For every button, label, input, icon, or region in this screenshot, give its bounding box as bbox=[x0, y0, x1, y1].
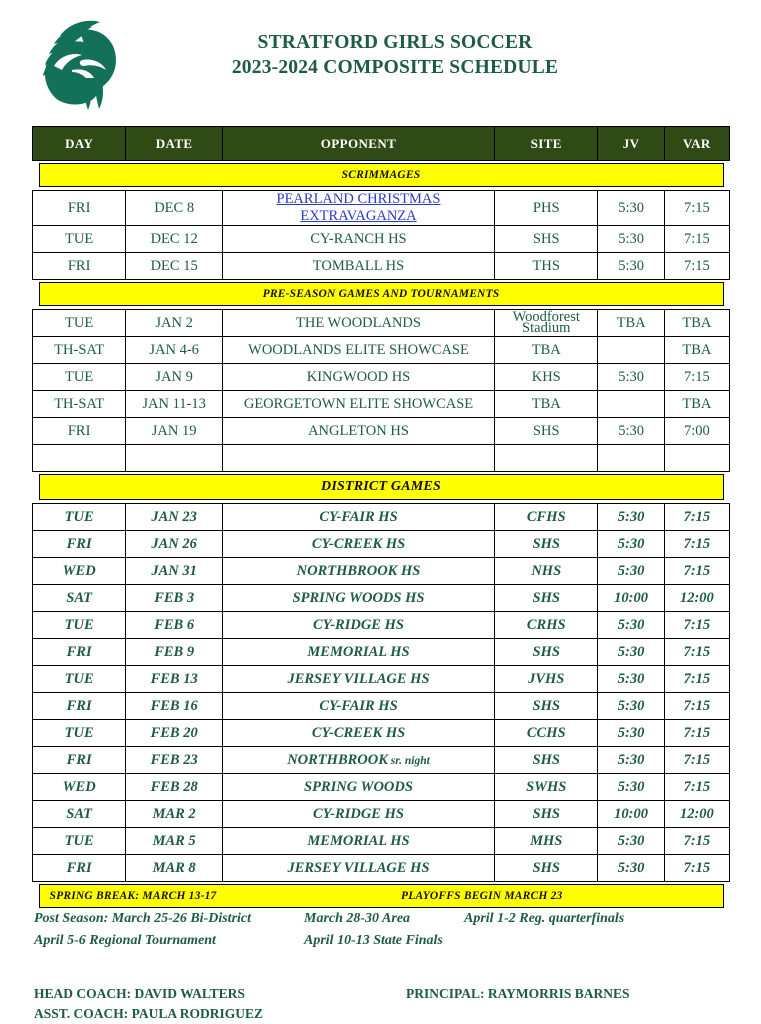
cell-opponent: CY-FAIR HS bbox=[222, 504, 494, 531]
footer-banner bbox=[39, 884, 724, 908]
table-row bbox=[33, 391, 730, 418]
postseason-regional: April 5-6 Regional Tournament bbox=[34, 933, 216, 948]
cell-jv bbox=[598, 391, 664, 418]
section-banner-row bbox=[33, 161, 730, 191]
table-header bbox=[33, 127, 730, 161]
cell-site: JVHS bbox=[495, 666, 598, 693]
cell-jv: 5:30 bbox=[598, 747, 664, 774]
staff-info bbox=[34, 984, 734, 1024]
cell-opponent bbox=[222, 747, 494, 774]
cell-date: JAN 26 bbox=[126, 531, 223, 558]
cell-day: WED bbox=[33, 774, 126, 801]
cell-day: FRI bbox=[33, 639, 126, 666]
postseason-bidistrict: Post Season: March 25-26 Bi-District bbox=[34, 911, 252, 926]
site-line-2: Stadium bbox=[522, 320, 571, 336]
table-row bbox=[33, 855, 730, 882]
cell-opponent: KINGWOOD HS bbox=[222, 364, 494, 391]
cell-jv: 5:30 bbox=[598, 558, 664, 585]
cell-var: 7:15 bbox=[664, 612, 729, 639]
cell-opponent: CY-CREEK HS bbox=[222, 531, 494, 558]
principal: PRINCIPAL: RAYMORRIS BARNES bbox=[406, 986, 630, 1001]
col-header-day: DAY bbox=[33, 127, 126, 161]
cell-opponent: SPRING WOODS HS bbox=[222, 585, 494, 612]
table-row bbox=[33, 720, 730, 747]
cell-jv: 5:30 bbox=[598, 693, 664, 720]
cell-var: 7:15 bbox=[664, 226, 729, 253]
section-banner-cell bbox=[33, 161, 730, 191]
cell-jv: 5:30 bbox=[598, 720, 664, 747]
cell-date: JAN 11-13 bbox=[126, 391, 223, 418]
table-row bbox=[33, 639, 730, 666]
cell-opponent: CY-CREEK HS bbox=[222, 720, 494, 747]
cell-jv: 5:30 bbox=[598, 774, 664, 801]
cell-day: FRI bbox=[33, 191, 126, 226]
cell-day: TUE bbox=[33, 720, 126, 747]
cell-jv: 5:30 bbox=[598, 504, 664, 531]
cell-var: 7:00 bbox=[664, 418, 729, 445]
cell-opponent: CY-RANCH HS bbox=[222, 226, 494, 253]
cell-site: TBA bbox=[495, 391, 598, 418]
cell-site: NHS bbox=[495, 558, 598, 585]
cell-opponent bbox=[222, 191, 494, 226]
cell-jv: 5:30 bbox=[598, 531, 664, 558]
cell-day: TUE bbox=[33, 666, 126, 693]
postseason-quarterfinals: April 1-2 Reg. quarterfinals bbox=[464, 911, 625, 926]
table-row bbox=[33, 364, 730, 391]
cell-day: SAT bbox=[33, 801, 126, 828]
cell-date bbox=[126, 445, 223, 472]
cell-date: FEB 3 bbox=[126, 585, 223, 612]
cell-site bbox=[495, 310, 598, 337]
cell-date: FEB 23 bbox=[126, 747, 223, 774]
col-header-var: VAR bbox=[664, 127, 729, 161]
cell-var bbox=[664, 445, 729, 472]
cell-date: JAN 2 bbox=[126, 310, 223, 337]
cell-site: SHS bbox=[495, 226, 598, 253]
cell-var: 7:15 bbox=[664, 747, 729, 774]
cell-opponent: JERSEY VILLAGE HS bbox=[222, 855, 494, 882]
footer-banner-split bbox=[40, 885, 723, 907]
cell-day: TH-SAT bbox=[33, 337, 126, 364]
opponent-note: sr. night bbox=[387, 754, 430, 767]
title-line-2: 2023-2024 COMPOSITE SCHEDULE bbox=[231, 57, 559, 78]
cell-site: SWHS bbox=[495, 774, 598, 801]
cell-date: FEB 6 bbox=[126, 612, 223, 639]
section-banner: PRE-SEASON GAMES AND TOURNAMENTS bbox=[39, 282, 724, 306]
cell-opponent: CY-RIDGE HS bbox=[222, 612, 494, 639]
cell-site: CCHS bbox=[495, 720, 598, 747]
cell-jv: 5:30 bbox=[598, 666, 664, 693]
section-banner: SCRIMMAGES bbox=[39, 163, 724, 187]
table-row bbox=[33, 310, 730, 337]
cell-day: FRI bbox=[33, 531, 126, 558]
cell-site: KHS bbox=[495, 364, 598, 391]
cell-var: 7:15 bbox=[664, 639, 729, 666]
table-row bbox=[33, 191, 730, 226]
cell-date: JAN 4-6 bbox=[126, 337, 223, 364]
cell-opponent: ANGLETON HS bbox=[222, 418, 494, 445]
cell-site: CFHS bbox=[495, 504, 598, 531]
cell-date: FEB 9 bbox=[126, 639, 223, 666]
cell-day: SAT bbox=[33, 585, 126, 612]
cell-date: MAR 5 bbox=[126, 828, 223, 855]
table-row bbox=[33, 666, 730, 693]
cell-day: FRI bbox=[33, 747, 126, 774]
assistant-coach: ASST. COACH: PAULA RODRIGUEZ bbox=[34, 1006, 264, 1021]
col-header-opponent: OPPONENT bbox=[222, 127, 494, 161]
cell-day: TUE bbox=[33, 504, 126, 531]
table-row bbox=[33, 504, 730, 531]
cell-var: TBA bbox=[664, 337, 729, 364]
cell-day: TUE bbox=[33, 612, 126, 639]
table-row bbox=[33, 801, 730, 828]
cell-site bbox=[495, 445, 598, 472]
cell-opponent: CY-RIDGE HS bbox=[222, 801, 494, 828]
section-banner-row bbox=[33, 280, 730, 310]
table-row bbox=[33, 558, 730, 585]
cell-date: JAN 19 bbox=[126, 418, 223, 445]
playoffs-label: PLAYOFFS BEGIN MARCH 23 bbox=[401, 890, 563, 902]
cell-date: FEB 16 bbox=[126, 693, 223, 720]
section-banner-cell bbox=[33, 280, 730, 310]
table-row-spacer bbox=[33, 445, 730, 472]
cell-jv: 5:30 bbox=[598, 612, 664, 639]
cell-day: FRI bbox=[33, 253, 126, 280]
table-body bbox=[33, 161, 730, 912]
cell-jv: 5:30 bbox=[598, 855, 664, 882]
cell-day: FRI bbox=[33, 855, 126, 882]
table-row bbox=[33, 226, 730, 253]
cell-day: TUE bbox=[33, 828, 126, 855]
cell-date: DEC 12 bbox=[126, 226, 223, 253]
cell-var: 7:15 bbox=[664, 531, 729, 558]
table-row bbox=[33, 774, 730, 801]
cell-var: 7:15 bbox=[664, 774, 729, 801]
cell-jv: 10:00 bbox=[598, 801, 664, 828]
cell-opponent: TOMBALL HS bbox=[222, 253, 494, 280]
postseason-row-1 bbox=[34, 908, 734, 930]
cell-date: FEB 20 bbox=[126, 720, 223, 747]
cell-var: 7:15 bbox=[664, 504, 729, 531]
cell-day: TH-SAT bbox=[33, 391, 126, 418]
table-row bbox=[33, 418, 730, 445]
cell-jv: TBA bbox=[598, 310, 664, 337]
cell-var: 12:00 bbox=[664, 801, 729, 828]
table-row bbox=[33, 585, 730, 612]
cell-jv: 5:30 bbox=[598, 226, 664, 253]
cell-var: 7:15 bbox=[664, 253, 729, 280]
head-coach: HEAD COACH: DAVID WALTERS bbox=[34, 986, 245, 1001]
cell-site: SHS bbox=[495, 747, 598, 774]
cell-opponent: NORTHBROOK HS bbox=[222, 558, 494, 585]
page-title bbox=[160, 30, 630, 80]
staff-row-1 bbox=[34, 984, 734, 1004]
cell-site: SHS bbox=[495, 585, 598, 612]
cell-opponent: JERSEY VILLAGE HS bbox=[222, 666, 494, 693]
postseason-state-finals: April 10-13 State Finals bbox=[304, 933, 443, 948]
opponent-name: NORTHBROOK bbox=[287, 751, 388, 768]
opponent-link[interactable]: PEARLAND CHRISTMAS EXTRAVAGANZA bbox=[276, 191, 441, 224]
cell-site: SHS bbox=[495, 418, 598, 445]
page-header bbox=[0, 0, 761, 118]
cell-day: FRI bbox=[33, 418, 126, 445]
cell-day: FRI bbox=[33, 693, 126, 720]
cell-site: CRHS bbox=[495, 612, 598, 639]
cell-date: MAR 2 bbox=[126, 801, 223, 828]
postseason-info bbox=[34, 908, 734, 952]
cell-site: SHS bbox=[495, 531, 598, 558]
staff-row-2 bbox=[34, 1004, 734, 1024]
cell-var: TBA bbox=[664, 391, 729, 418]
cell-site: SHS bbox=[495, 855, 598, 882]
cell-var: 7:15 bbox=[664, 828, 729, 855]
cell-opponent: MEMORIAL HS bbox=[222, 639, 494, 666]
cell-jv: 5:30 bbox=[598, 639, 664, 666]
cell-date: JAN 9 bbox=[126, 364, 223, 391]
cell-jv: 10:00 bbox=[598, 585, 664, 612]
cell-opponent: CY-FAIR HS bbox=[222, 693, 494, 720]
cell-var: 7:15 bbox=[664, 720, 729, 747]
cell-site: PHS bbox=[495, 191, 598, 226]
table-row bbox=[33, 337, 730, 364]
col-header-date: DATE bbox=[126, 127, 223, 161]
cell-opponent: GEORGETOWN ELITE SHOWCASE bbox=[222, 391, 494, 418]
cell-site: THS bbox=[495, 253, 598, 280]
schedule-table-wrap bbox=[32, 126, 730, 911]
cell-day: WED bbox=[33, 558, 126, 585]
cell-var: 7:15 bbox=[664, 558, 729, 585]
cell-var: 12:00 bbox=[664, 585, 729, 612]
cell-date: FEB 13 bbox=[126, 666, 223, 693]
section-banner-row bbox=[33, 472, 730, 504]
cell-var: 7:15 bbox=[664, 666, 729, 693]
title-line-1: STRATFORD GIRLS SOCCER bbox=[257, 32, 533, 53]
table-row bbox=[33, 612, 730, 639]
cell-day: TUE bbox=[33, 226, 126, 253]
footer-banner-row bbox=[33, 882, 730, 912]
cell-jv: 5:30 bbox=[598, 364, 664, 391]
cell-opponent: MEMORIAL HS bbox=[222, 828, 494, 855]
cell-date: DEC 8 bbox=[126, 191, 223, 226]
cell-site: SHS bbox=[495, 693, 598, 720]
cell-day bbox=[33, 445, 126, 472]
cell-jv bbox=[598, 445, 664, 472]
cell-site: TBA bbox=[495, 337, 598, 364]
cell-date: FEB 28 bbox=[126, 774, 223, 801]
cell-date: JAN 31 bbox=[126, 558, 223, 585]
cell-var: TBA bbox=[664, 310, 729, 337]
cell-opponent: WOODLANDS ELITE SHOWCASE bbox=[222, 337, 494, 364]
table-row bbox=[33, 253, 730, 280]
cell-jv: 5:30 bbox=[598, 191, 664, 226]
cell-day: TUE bbox=[33, 310, 126, 337]
cell-jv bbox=[598, 337, 664, 364]
col-header-jv: JV bbox=[598, 127, 664, 161]
cell-opponent: SPRING WOODS bbox=[222, 774, 494, 801]
cell-jv: 5:30 bbox=[598, 828, 664, 855]
spring-break-label: SPRING BREAK: MARCH 13-17 bbox=[49, 890, 217, 902]
cell-site: SHS bbox=[495, 801, 598, 828]
site-line-1: Woodforest bbox=[512, 308, 580, 325]
col-header-site: SITE bbox=[495, 127, 598, 161]
table-row bbox=[33, 828, 730, 855]
cell-var: 7:15 bbox=[664, 191, 729, 226]
cell-var: 7:15 bbox=[664, 855, 729, 882]
cell-var: 7:15 bbox=[664, 364, 729, 391]
section-banner-cell bbox=[33, 472, 730, 504]
cell-date: MAR 8 bbox=[126, 855, 223, 882]
table-row bbox=[33, 747, 730, 774]
cell-site: SHS bbox=[495, 639, 598, 666]
cell-date: JAN 23 bbox=[126, 504, 223, 531]
cell-var: 7:15 bbox=[664, 693, 729, 720]
cell-opponent bbox=[222, 445, 494, 472]
cell-jv: 5:30 bbox=[598, 418, 664, 445]
table-row bbox=[33, 531, 730, 558]
cell-opponent: THE WOODLANDS bbox=[222, 310, 494, 337]
spartan-helmet-logo bbox=[30, 8, 134, 112]
header-row bbox=[33, 127, 730, 161]
section-banner: DISTRICT GAMES bbox=[39, 474, 724, 500]
table-row bbox=[33, 693, 730, 720]
cell-site: MHS bbox=[495, 828, 598, 855]
cell-jv: 5:30 bbox=[598, 253, 664, 280]
postseason-area: March 28-30 Area bbox=[304, 911, 411, 926]
cell-day: TUE bbox=[33, 364, 126, 391]
postseason-row-2 bbox=[34, 930, 734, 952]
schedule-table bbox=[32, 126, 730, 911]
footer-banner-cell bbox=[33, 882, 730, 912]
cell-date: DEC 15 bbox=[126, 253, 223, 280]
